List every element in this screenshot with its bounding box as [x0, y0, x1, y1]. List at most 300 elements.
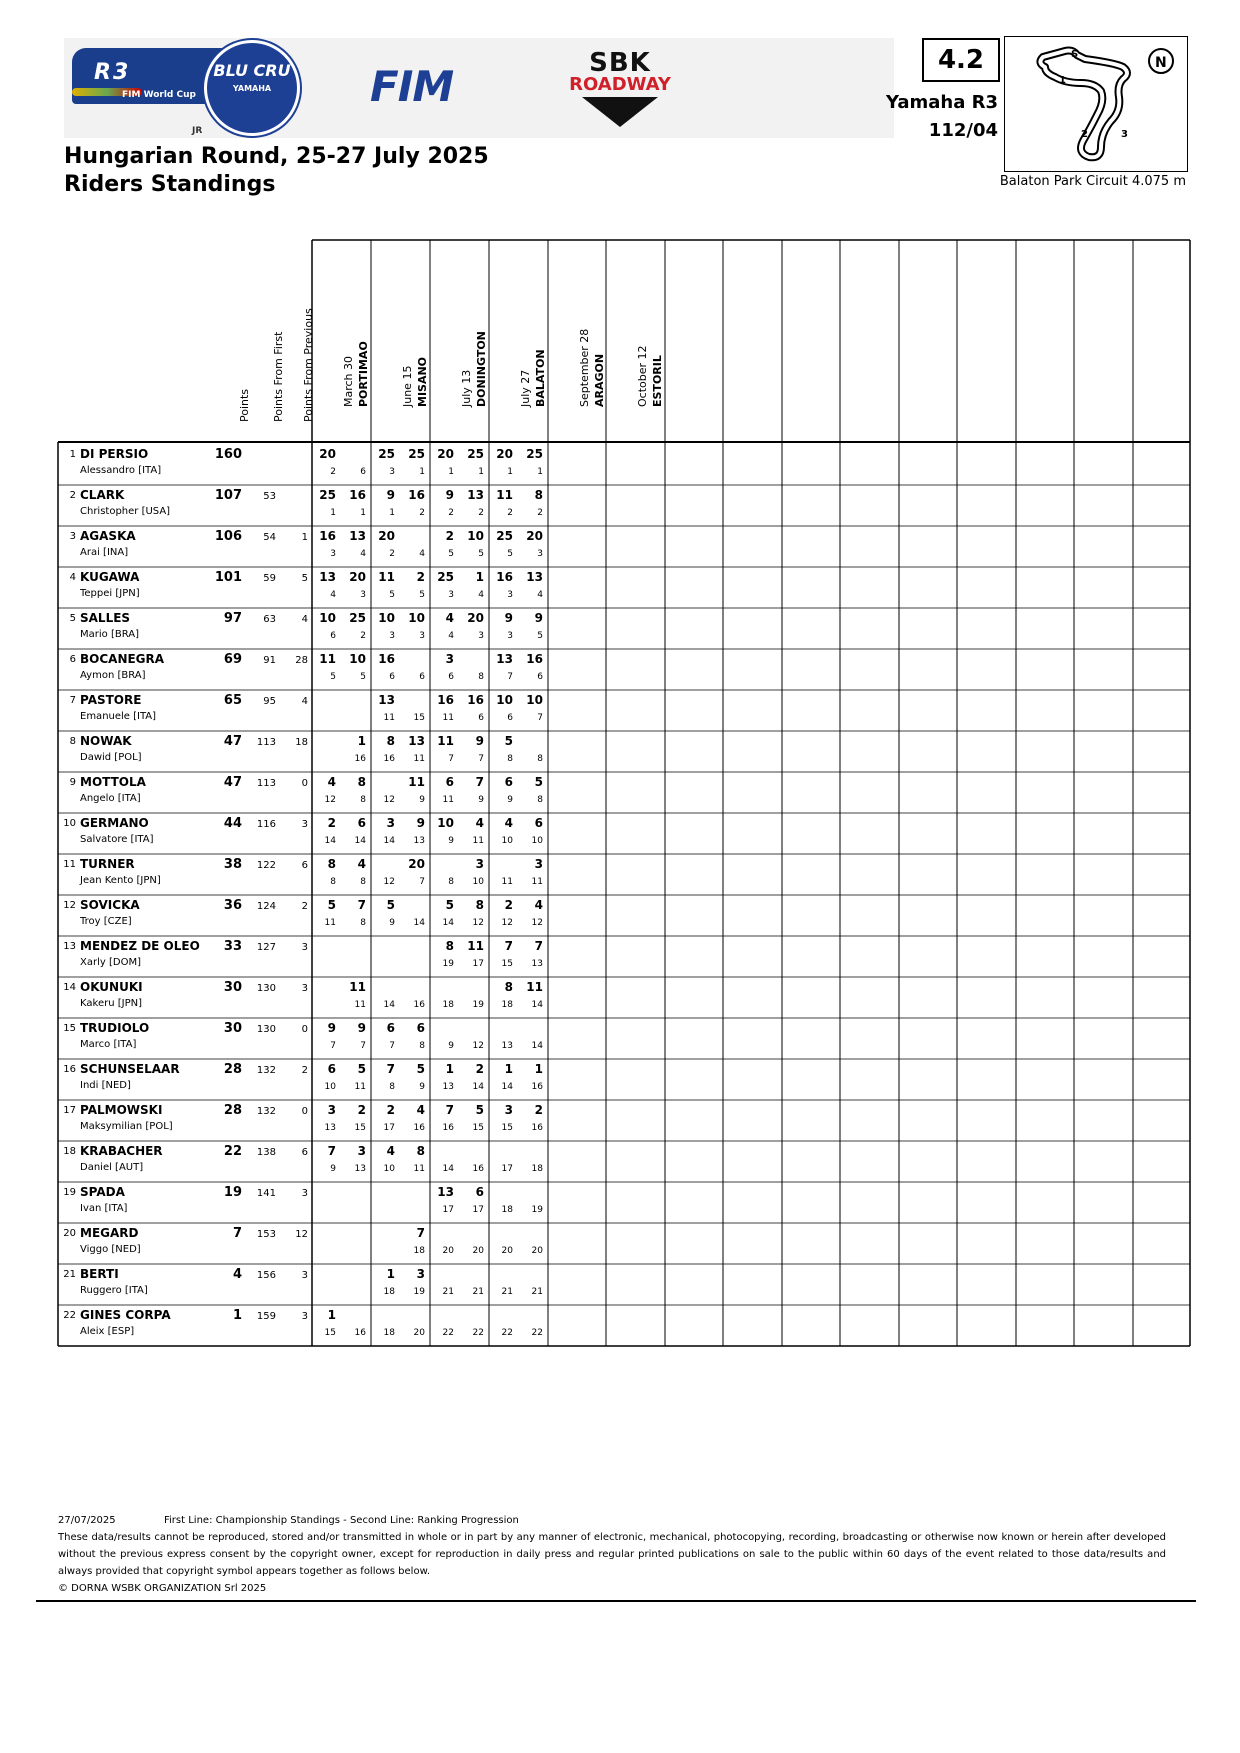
footer-date: 27/07/2025 [58, 1515, 116, 1526]
rider-points-from-previous: 6 [301, 860, 308, 871]
race2-ranking: 11 [531, 877, 543, 887]
rider-position: 2 [69, 490, 76, 501]
race1-ranking: 5 [507, 549, 513, 559]
race2-points: 20 [467, 611, 484, 625]
race1-ranking: 1 [448, 467, 454, 477]
rider-row [58, 1018, 1188, 1059]
header-event-1 [312, 240, 370, 441]
footer-top-line [58, 1512, 1166, 1529]
race1-ranking: 11 [442, 795, 454, 805]
race1-points: 13 [496, 652, 513, 666]
rider-points-from-previous: 0 [301, 1106, 308, 1117]
rider-points: 101 [214, 570, 242, 585]
race1-ranking: 5 [330, 672, 336, 682]
race1-points: 6 [386, 1021, 395, 1035]
race1-ranking: 5 [389, 590, 395, 600]
rider-points-from-first: 159 [256, 1311, 276, 1322]
race1-ranking: 20 [442, 1246, 454, 1256]
race2-ranking: 3 [478, 631, 484, 641]
race2-ranking: 4 [478, 590, 484, 600]
rider-points: 28 [223, 1062, 242, 1077]
race2-ranking: 14 [531, 1041, 543, 1051]
race1-ranking: 18 [383, 1328, 395, 1338]
race1-ranking: 21 [501, 1287, 513, 1297]
race1-ranking: 6 [330, 631, 336, 641]
rider-position: 19 [63, 1187, 76, 1198]
race1-points: 11 [378, 570, 395, 584]
rider-first-name: Emanuele [ITA] [80, 711, 157, 722]
race1-ranking: 3 [448, 590, 454, 600]
race2-ranking: 12 [531, 918, 543, 928]
race1-ranking: 17 [442, 1205, 454, 1215]
race2-points: 10 [526, 693, 543, 707]
race2-points: 3 [416, 1267, 425, 1281]
header-points-from-first [256, 240, 286, 441]
race2-ranking: 19 [472, 1000, 484, 1010]
race1-ranking: 3 [330, 549, 336, 559]
rider-row [58, 1059, 1188, 1100]
race1-points: 6 [327, 1062, 336, 1076]
roadway-text: ROADWAY [569, 74, 671, 95]
race2-ranking: 6 [360, 467, 366, 477]
rider-points-from-previous: 3 [301, 1311, 308, 1322]
race2-points: 5 [357, 1062, 366, 1076]
header-from-first-label: Points From First [272, 331, 285, 422]
rider-last-name: TURNER [80, 857, 135, 871]
race1-points: 11 [319, 652, 336, 666]
race1-ranking: 20 [501, 1246, 513, 1256]
race2-points: 9 [475, 734, 484, 748]
race2-ranking: 16 [531, 1123, 543, 1133]
race1-points: 20 [437, 447, 454, 461]
rider-points-from-first: 91 [263, 655, 276, 666]
header-event-4 [489, 240, 547, 441]
race1-points: 9 [386, 488, 395, 502]
rider-row [58, 813, 1188, 854]
race1-points: 13 [378, 693, 395, 707]
race1-points: 7 [445, 1103, 454, 1117]
race2-ranking: 5 [419, 590, 425, 600]
race2-ranking: 11 [413, 754, 425, 764]
race1-ranking: 10 [501, 836, 513, 846]
race1-ranking: 7 [330, 1041, 336, 1051]
rider-first-name: Jean Kento [JPN] [80, 875, 161, 886]
race2-ranking: 18 [413, 1246, 425, 1256]
race2-ranking: 12 [472, 1041, 484, 1051]
rider-points-from-previous: 3 [301, 942, 308, 953]
race1-points: 10 [437, 816, 454, 830]
rider-row [58, 895, 1188, 936]
race1-points: 20 [378, 529, 395, 543]
rider-first-name: Dawid [POL] [80, 752, 142, 763]
rider-points-from-previous: 4 [301, 614, 308, 625]
race1-ranking: 16 [442, 1123, 454, 1133]
race2-ranking: 1 [360, 508, 366, 518]
race1-points: 5 [445, 898, 454, 912]
race1-points: 10 [496, 693, 513, 707]
header-event-2 [371, 240, 429, 441]
race2-points: 11 [408, 775, 425, 789]
race2-ranking: 1 [478, 467, 484, 477]
race2-points: 8 [475, 898, 484, 912]
race1-points: 8 [386, 734, 395, 748]
rider-points-from-previous: 0 [301, 1024, 308, 1035]
rider-points-from-first: 95 [263, 696, 276, 707]
rider-last-name: GINES CORPA [80, 1308, 171, 1322]
rider-points-from-previous: 2 [301, 901, 308, 912]
race2-points: 16 [526, 652, 543, 666]
race1-points: 6 [445, 775, 454, 789]
rider-row [58, 1182, 1188, 1223]
rider-row [58, 690, 1188, 731]
race1-ranking: 6 [448, 672, 454, 682]
race1-points: 10 [319, 611, 336, 625]
race1-ranking: 9 [448, 836, 454, 846]
rider-first-name: Angelo [ITA] [80, 793, 141, 804]
race1-ranking: 6 [389, 672, 395, 682]
series-name: Yamaha R3 [885, 92, 998, 113]
race1-ranking: 2 [330, 467, 336, 477]
race2-ranking: 15 [413, 713, 425, 723]
race2-points: 25 [408, 447, 425, 461]
race1-ranking: 3 [507, 631, 513, 641]
race2-points: 5 [416, 1062, 425, 1076]
rider-points: 65 [223, 693, 242, 708]
race2-ranking: 1 [537, 467, 543, 477]
race1-ranking: 11 [501, 877, 513, 887]
race1-points: 8 [504, 980, 513, 994]
race1-points: 25 [437, 570, 454, 584]
race2-ranking: 11 [413, 1164, 425, 1174]
race2-ranking: 3 [360, 590, 366, 600]
race2-ranking: 16 [531, 1082, 543, 1092]
rider-position: 15 [63, 1023, 76, 1034]
race2-ranking: 11 [354, 1000, 366, 1010]
turn-2-label: 2 [1081, 129, 1088, 140]
rider-points-from-first: 113 [256, 737, 276, 748]
rider-row [58, 1305, 1188, 1346]
race2-ranking: 7 [419, 877, 425, 887]
race2-ranking: 13 [354, 1164, 366, 1174]
race1-ranking: 17 [383, 1123, 395, 1133]
race2-ranking: 16 [354, 754, 366, 764]
circuit-label: Balaton Park Circuit 4.075 m [999, 174, 1186, 189]
race2-ranking: 4 [419, 549, 425, 559]
rider-points-from-previous: 3 [301, 819, 308, 830]
race2-points: 13 [408, 734, 425, 748]
race1-ranking: 6 [507, 713, 513, 723]
event-venue: ARAGON [593, 353, 606, 407]
race1-points: 1 [504, 1062, 513, 1076]
rider-last-name: BOCANEGRA [80, 652, 165, 666]
race2-ranking: 3 [537, 549, 543, 559]
header-points-label: Points [238, 388, 251, 422]
race2-ranking: 17 [472, 1205, 484, 1215]
event-venue: ESTORIL [651, 355, 664, 407]
rider-last-name: AGASKA [80, 529, 136, 543]
sbk-roadway-logo [565, 48, 675, 127]
race1-ranking: 7 [389, 1041, 395, 1051]
race1-ranking: 4 [330, 590, 336, 600]
race2-ranking: 8 [360, 795, 366, 805]
rider-points-from-first: 116 [256, 819, 276, 830]
r3-logo-subtext: FIM World Cup [122, 90, 196, 100]
race1-points: 2 [504, 898, 513, 912]
rider-last-name: TRUDIOLO [80, 1021, 150, 1035]
race1-points: 16 [496, 570, 513, 584]
race2-ranking: 20 [531, 1246, 543, 1256]
rider-last-name: MOTTOLA [80, 775, 146, 789]
rider-points-from-previous: 3 [301, 1270, 308, 1281]
rider-points: 4 [232, 1267, 242, 1282]
race1-points: 2 [386, 1103, 395, 1117]
race1-points: 16 [437, 693, 454, 707]
race2-points: 20 [349, 570, 366, 584]
race2-ranking: 6 [478, 713, 484, 723]
race2-points: 7 [534, 939, 543, 953]
race1-points: 25 [496, 529, 513, 543]
rider-points: 33 [223, 939, 242, 954]
rider-position: 10 [63, 818, 76, 829]
rider-points: 19 [223, 1185, 242, 1200]
rider-row [58, 567, 1188, 608]
race1-ranking: 13 [324, 1123, 336, 1133]
rider-points: 7 [232, 1226, 242, 1241]
race1-ranking: 14 [501, 1082, 513, 1092]
rider-position: 14 [63, 982, 76, 993]
event-date: July 27 [519, 369, 532, 407]
race2-ranking: 15 [354, 1123, 366, 1133]
race1-points: 11 [496, 488, 513, 502]
race1-ranking: 2 [448, 508, 454, 518]
rider-points-from-previous: 28 [295, 655, 308, 666]
race2-ranking: 10 [531, 836, 543, 846]
rider-position: 20 [63, 1228, 76, 1239]
footer-legal: These data/results cannot be reproduced, stored and/or transmitted in whole or in part by any manner of electronic, mechanical, photocopying, recording, broadcasting or otherwise now known or herein after developed without the previous express consent by the copyright owner, except for reproduction in daily press and regular printed publications on sale to the public within 60 days of the event related to those data/results and always provided that copyright symbol appears together as follows below. [58, 1532, 1166, 1577]
race1-points: 5 [386, 898, 395, 912]
rider-first-name: Troy [CZE] [80, 916, 132, 927]
blu-cru-logo [204, 40, 300, 136]
rider-first-name: Ruggero [ITA] [80, 1285, 148, 1296]
rider-position: 17 [63, 1105, 76, 1116]
race2-ranking: 9 [419, 795, 425, 805]
race1-ranking: 8 [389, 1082, 395, 1092]
race1-points: 1 [445, 1062, 454, 1076]
race1-ranking: 22 [442, 1328, 454, 1338]
race2-ranking: 14 [472, 1082, 484, 1092]
race1-ranking: 14 [383, 1000, 395, 1010]
race1-points: 3 [327, 1103, 336, 1117]
r3-logo-text: R3 [94, 60, 131, 85]
race2-ranking: 20 [472, 1246, 484, 1256]
race2-ranking: 21 [531, 1287, 543, 1297]
race1-points: 8 [445, 939, 454, 953]
rider-position: 7 [69, 695, 76, 706]
rider-points-from-previous: 3 [301, 1188, 308, 1199]
rider-points: 47 [223, 775, 242, 790]
race1-ranking: 18 [442, 1000, 454, 1010]
race2-points: 7 [475, 775, 484, 789]
race2-ranking: 8 [360, 877, 366, 887]
race1-ranking: 19 [442, 959, 454, 969]
rider-points-from-first: 53 [263, 491, 276, 502]
race1-ranking: 9 [330, 1164, 336, 1174]
yamaha-text: YAMAHA [232, 84, 272, 93]
race2-points: 2 [534, 1103, 543, 1117]
race2-points: 4 [534, 898, 543, 912]
north-label: N [1155, 55, 1167, 71]
rider-last-name: SOVICKA [80, 898, 140, 912]
race2-ranking: 7 [537, 713, 543, 723]
race1-points: 4 [504, 816, 513, 830]
rider-first-name: Xarly [DOM] [80, 957, 141, 968]
rider-last-name: SPADA [80, 1185, 125, 1199]
rider-first-name: Salvatore [ITA] [80, 834, 154, 845]
race2-points: 6 [534, 816, 543, 830]
race2-ranking: 7 [478, 754, 484, 764]
rider-row [58, 485, 1188, 526]
rider-points: 28 [223, 1103, 242, 1118]
footer-divider [36, 1600, 1196, 1602]
race1-ranking: 18 [501, 1205, 513, 1215]
race2-ranking: 12 [472, 918, 484, 928]
race2-points: 9 [357, 1021, 366, 1035]
rider-last-name: MENDEZ DE OLEO [80, 939, 200, 953]
rider-first-name: Viggo [NED] [80, 1244, 141, 1255]
roadway-triangle-icon [582, 97, 658, 127]
race2-ranking: 21 [472, 1287, 484, 1297]
rider-position: 16 [63, 1064, 76, 1075]
rider-points: 1 [232, 1308, 242, 1323]
race1-points: 9 [504, 611, 513, 625]
race1-points: 5 [327, 898, 336, 912]
race1-ranking: 9 [389, 918, 395, 928]
header-event-3 [430, 240, 488, 441]
rider-position: 18 [63, 1146, 76, 1157]
race2-points: 10 [467, 529, 484, 543]
race1-ranking: 14 [442, 1164, 454, 1174]
event-venue: PORTIMAO [357, 341, 370, 407]
rider-first-name: Marco [ITA] [80, 1039, 137, 1050]
race2-points: 10 [408, 611, 425, 625]
race1-points: 16 [378, 652, 395, 666]
race2-ranking: 14 [413, 918, 425, 928]
race2-ranking: 5 [478, 549, 484, 559]
rider-first-name: Maksymilian [POL] [80, 1121, 173, 1132]
race2-points: 4 [475, 816, 484, 830]
rider-points-from-first: 54 [263, 532, 276, 543]
race1-ranking: 1 [330, 508, 336, 518]
race2-points: 7 [416, 1226, 425, 1240]
rider-position: 21 [63, 1269, 76, 1280]
race1-ranking: 15 [501, 1123, 513, 1133]
rider-position: 13 [63, 941, 76, 952]
rider-points-from-first: 63 [263, 614, 276, 625]
rider-first-name: Alessandro [ITA] [80, 465, 162, 476]
race2-ranking: 5 [537, 631, 543, 641]
race2-points: 11 [467, 939, 484, 953]
rider-points: 30 [223, 1021, 242, 1036]
race1-ranking: 18 [501, 1000, 513, 1010]
race2-ranking: 16 [413, 1000, 425, 1010]
event-venue: MISANO [416, 356, 429, 407]
rider-points: 106 [214, 529, 242, 544]
race2-points: 2 [475, 1062, 484, 1076]
race1-ranking: 12 [383, 795, 395, 805]
race2-ranking: 22 [531, 1328, 543, 1338]
race2-ranking: 8 [537, 754, 543, 764]
race2-points: 7 [357, 898, 366, 912]
race2-points: 6 [357, 816, 366, 830]
race1-ranking: 12 [324, 795, 336, 805]
header-from-previous-label: Points From Previous [302, 308, 315, 422]
race1-ranking: 10 [324, 1082, 336, 1092]
rider-position: 8 [69, 736, 76, 747]
race1-points: 7 [327, 1144, 336, 1158]
race2-points: 4 [357, 857, 366, 871]
rider-position: 12 [63, 900, 76, 911]
race1-ranking: 11 [442, 713, 454, 723]
race2-points: 1 [534, 1062, 543, 1076]
race1-points: 1 [327, 1308, 336, 1322]
race2-points: 25 [526, 447, 543, 461]
race1-points: 3 [386, 816, 395, 830]
race1-ranking: 14 [324, 836, 336, 846]
race1-points: 13 [319, 570, 336, 584]
sbk-text: SBK [589, 48, 651, 78]
race1-ranking: 3 [507, 590, 513, 600]
race1-points: 2 [445, 529, 454, 543]
race1-points: 8 [327, 857, 336, 871]
rider-points: 38 [223, 857, 242, 872]
race1-ranking: 5 [448, 549, 454, 559]
race1-ranking: 3 [389, 467, 395, 477]
rider-position: 11 [63, 859, 76, 870]
rider-points-from-first: 122 [256, 860, 276, 871]
race2-ranking: 20 [413, 1328, 425, 1338]
rider-points-from-first: 132 [256, 1106, 276, 1117]
race1-points: 10 [378, 611, 395, 625]
race1-ranking: 21 [442, 1287, 454, 1297]
jr-logo: JR [192, 126, 203, 136]
race1-ranking: 22 [501, 1328, 513, 1338]
rider-row [58, 936, 1188, 977]
rider-position: 3 [69, 531, 76, 542]
rider-points-from-first: 124 [256, 901, 276, 912]
rider-points: 30 [223, 980, 242, 995]
race2-points: 6 [475, 1185, 484, 1199]
race2-points: 20 [408, 857, 425, 871]
rider-last-name: SALLES [80, 611, 131, 625]
race2-ranking: 8 [360, 918, 366, 928]
race2-points: 3 [357, 1144, 366, 1158]
race2-points: 8 [416, 1144, 425, 1158]
event-date: July 13 [460, 369, 473, 407]
race2-ranking: 13 [531, 959, 543, 969]
race1-ranking: 7 [448, 754, 454, 764]
rider-points-from-first: 130 [256, 983, 276, 994]
footer [58, 1512, 1166, 1597]
rider-points-from-previous: 18 [295, 737, 308, 748]
race1-ranking: 3 [389, 631, 395, 641]
race2-ranking: 18 [531, 1164, 543, 1174]
race1-ranking: 13 [501, 1041, 513, 1051]
rider-points-from-first: 130 [256, 1024, 276, 1035]
race1-ranking: 4 [448, 631, 454, 641]
race1-points: 9 [445, 488, 454, 502]
race2-points: 16 [467, 693, 484, 707]
race2-ranking: 2 [419, 508, 425, 518]
